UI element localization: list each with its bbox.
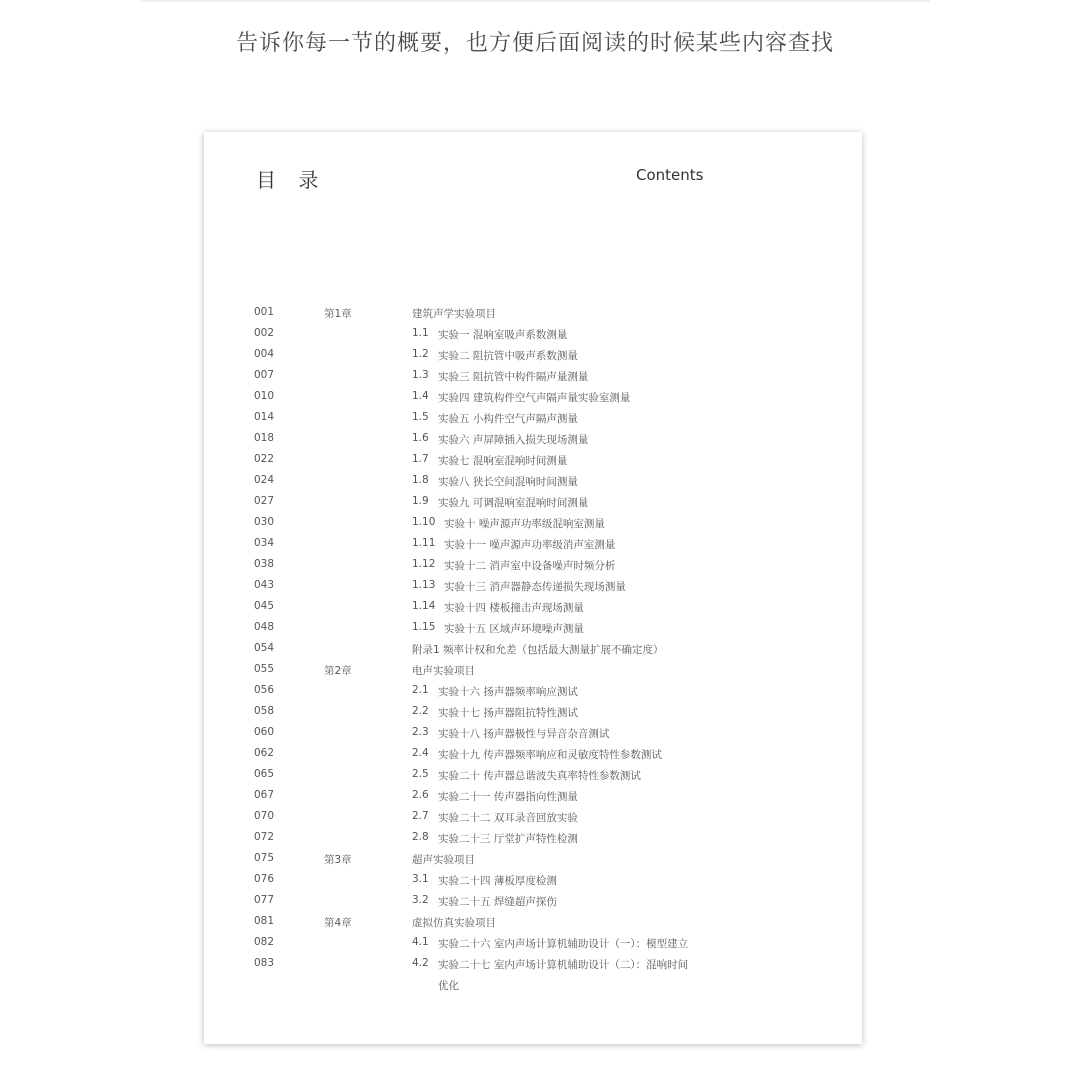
toc-entry: [254, 533, 854, 554]
toc-entry-page: 062: [254, 747, 275, 759]
toc-entry-chapter: 第1章: [324, 308, 352, 320]
toc-entry-title-continuation: 优化: [438, 980, 459, 992]
toc-entry: [254, 932, 854, 953]
toc-entry: [254, 890, 854, 911]
toc-entry-title: 实验二十七 室内声场计算机辅助设计（二）：混响时间: [438, 959, 689, 971]
toc-entry-number: 4.2: [412, 957, 429, 969]
toc-entry: [254, 785, 854, 806]
toc-entry-title: 实验十九 传声器频率响应和灵敏度特性参数测试: [438, 749, 662, 761]
toc-entry-number: 1.11: [412, 537, 436, 549]
toc-entry: [254, 680, 854, 701]
toc-entry: [254, 344, 854, 365]
toc-entry-page: 002: [254, 327, 275, 339]
toc-entry-page: 056: [254, 684, 275, 696]
top-divider: [140, 0, 930, 2]
toc-entry-chapter: 第2章: [324, 665, 352, 677]
toc-entry-number: 1.9: [412, 495, 429, 507]
toc-entry-page: 082: [254, 936, 275, 948]
toc-entry-number: 2.2: [412, 705, 429, 717]
toc-entry-number: 2.6: [412, 789, 429, 801]
toc-entry-title: 实验二十五 焊缝超声探伤: [438, 896, 557, 908]
toc-title-english: Contents: [636, 166, 704, 184]
toc-entry-number: 3.1: [412, 873, 429, 885]
toc-entry: [254, 743, 854, 764]
toc-entry: [254, 575, 854, 596]
toc-entry-page: 043: [254, 579, 275, 591]
toc-entry-page: 001: [254, 306, 275, 318]
toc-entry-number: 2.7: [412, 810, 429, 822]
toc-entry: [254, 470, 854, 491]
toc-entry-title: 实验二十 传声器总谐波失真率特性参数测试: [438, 770, 641, 782]
toc-entry-title: 附录1 频率计权和允差（包括最大测量扩展不确定度）: [412, 644, 664, 656]
toc-entry-chapter: 第3章: [324, 854, 352, 866]
toc-entry: [254, 659, 854, 680]
toc-entry-number: 1.10: [412, 516, 436, 528]
toc-entry: [254, 722, 854, 743]
toc-entry: [254, 302, 854, 323]
toc-entry-title: 实验八 狭长空间混响时间测量: [438, 476, 578, 488]
toc-entry: [254, 449, 854, 470]
toc-entry-title: 实验十二 消声室中设备噪声时频分析: [444, 560, 616, 572]
toc-entry-title: 实验十八 扬声器极性与异音杂音测试: [438, 728, 610, 740]
toc-entry-number: 1.6: [412, 432, 429, 444]
toc-entry-number: 3.2: [412, 894, 429, 906]
toc-entry-number: 2.3: [412, 726, 429, 738]
toc-entry-title: 实验十四 楼板撞击声现场测量: [444, 602, 584, 614]
toc-entry: [254, 953, 854, 974]
toc-entry-page: 048: [254, 621, 275, 633]
toc-entry-number: 1.5: [412, 411, 429, 423]
toc-entry: [254, 596, 854, 617]
toc-entry: [254, 911, 854, 932]
toc-entry-title: 实验十六 扬声器频率响应测试: [438, 686, 578, 698]
toc-entry-chapter: 第4章: [324, 917, 352, 929]
toc-entry: [254, 428, 854, 449]
toc-entry-page: 076: [254, 873, 275, 885]
toc-entry-page: 081: [254, 915, 275, 927]
toc-entry-number: 1.4: [412, 390, 429, 402]
toc-entry-page: 007: [254, 369, 275, 381]
toc-entry-title: 实验三 阻抗管中构件隔声量测量: [438, 371, 589, 383]
toc-entry-page: 004: [254, 348, 275, 360]
toc-entry-title: 实验四 建筑构件空气声隔声量实验室测量: [438, 392, 631, 404]
toc-entry: [254, 512, 854, 533]
toc-entry-title: 超声实验项目: [412, 854, 475, 866]
toc-entry: [254, 701, 854, 722]
toc-entry-title: 实验一 混响室吸声系数测量: [438, 329, 568, 341]
toc-entry-title: 实验十 噪声源声功率级混响室测量: [444, 518, 605, 530]
toc-entry-title: 电声实验项目: [412, 665, 475, 677]
toc-entry-page: 060: [254, 726, 275, 738]
toc-entry: [254, 617, 854, 638]
toc-entry: [254, 554, 854, 575]
toc-entry-title: 虚拟仿真实验项目: [412, 917, 496, 929]
toc-entry-page: 045: [254, 600, 275, 612]
toc-entry-title: 实验二 阻抗管中吸声系数测量: [438, 350, 578, 362]
toc-entry-page: 083: [254, 957, 275, 969]
toc-entry: [254, 386, 854, 407]
toc-entry-number: 1.8: [412, 474, 429, 486]
toc-page: [204, 132, 862, 1044]
toc-entry-title: 实验十五 区域声环境噪声测量: [444, 623, 584, 635]
toc-entry-number: 4.1: [412, 936, 429, 948]
toc-entry-page: 018: [254, 432, 275, 444]
toc-entry-page: 022: [254, 453, 275, 465]
toc-entry-title: 实验二十一 传声器指向性测量: [438, 791, 578, 803]
toc-entry-number: 1.13: [412, 579, 436, 591]
toc-entry-title: 实验十一 噪声源声功率级消声室测量: [444, 539, 616, 551]
toc-entry-number: 1.7: [412, 453, 429, 465]
toc-entry-page: 055: [254, 663, 275, 675]
toc-entry-number: 2.4: [412, 747, 429, 759]
toc-entry-page: 072: [254, 831, 275, 843]
toc-entry-number: 1.1: [412, 327, 429, 339]
toc-entry-title: 实验五 小构件空气声隔声测量: [438, 413, 578, 425]
toc-entry-page: 034: [254, 537, 275, 549]
toc-entry-number: 1.3: [412, 369, 429, 381]
toc-entry-page: 075: [254, 852, 275, 864]
toc-entry-page: 077: [254, 894, 275, 906]
toc-entry-title: 实验七 混响室混响时间测量: [438, 455, 568, 467]
toc-entry-page: 070: [254, 810, 275, 822]
toc-entry: [254, 365, 854, 386]
toc-entry-page: 027: [254, 495, 275, 507]
toc-entry-title: 实验十三 消声器静态传递损失现场测量: [444, 581, 626, 593]
toc-entry: [254, 869, 854, 890]
toc-entry-page: 024: [254, 474, 275, 486]
toc-entry: [254, 764, 854, 785]
toc-entry-number: 1.14: [412, 600, 436, 612]
toc-entry-title: 实验二十三 厅堂扩声特性检测: [438, 833, 578, 845]
toc-entry: [254, 323, 854, 344]
toc-entry-title: 实验二十四 薄板厚度检测: [438, 875, 557, 887]
toc-entry-title: 建筑声学实验项目: [412, 308, 496, 320]
toc-entry-number: 1.2: [412, 348, 429, 360]
toc-entry-page: 038: [254, 558, 275, 570]
toc-list: [254, 302, 854, 995]
toc-entry: [254, 848, 854, 869]
toc-entry-continuation: [254, 974, 854, 995]
toc-entry-number: 1.15: [412, 621, 436, 633]
toc-entry-page: 030: [254, 516, 275, 528]
toc-entry: [254, 491, 854, 512]
toc-entry-number: 2.8: [412, 831, 429, 843]
toc-entry: [254, 407, 854, 428]
toc-entry-title: 实验二十六 室内声场计算机辅助设计（一）：模型建立: [438, 938, 689, 950]
toc-entry-title: 实验十七 扬声器阻抗特性测试: [438, 707, 578, 719]
toc-entry-page: 067: [254, 789, 275, 801]
toc-entry-page: 014: [254, 411, 275, 423]
image-caption: 告诉你每一节的概要，也方便后面阅读的时候某些内容查找: [235, 31, 834, 56]
toc-entry-page: 010: [254, 390, 275, 402]
toc-entry: [254, 827, 854, 848]
toc-entry: [254, 638, 854, 659]
toc-entry: [254, 806, 854, 827]
toc-entry-title: 实验二十二 双耳录音回放实验: [438, 812, 578, 824]
toc-title: 目 录: [256, 168, 327, 192]
toc-entry-page: 058: [254, 705, 275, 717]
toc-entry-page: 054: [254, 642, 275, 654]
toc-entry-page: 065: [254, 768, 275, 780]
toc-entry-title: 实验九 可调混响室混响时间测量: [438, 497, 589, 509]
toc-entry-number: 2.1: [412, 684, 429, 696]
toc-entry-title: 实验六 声屏障插入损失现场测量: [438, 434, 589, 446]
toc-entry-number: 2.5: [412, 768, 429, 780]
toc-entry-number: 1.12: [412, 558, 436, 570]
